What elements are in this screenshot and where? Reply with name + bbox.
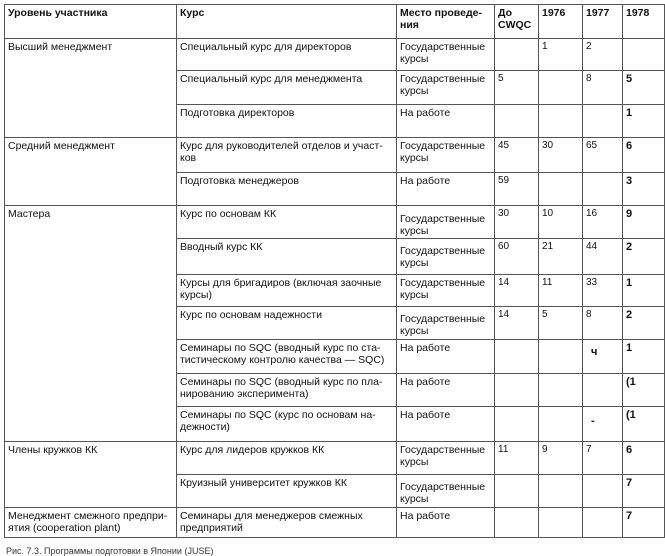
course-cell: Курс для руководителей отделов и участ- ков <box>177 138 397 173</box>
pre-cwqc-cell: 5 <box>495 71 539 105</box>
y1977-cell: 65 <box>583 138 623 173</box>
place-cell: Государственные курсы <box>397 206 495 239</box>
y1976-cell <box>539 105 583 138</box>
course-cell: Семинары по SQC (вводный курс по пла- нированию эксперимента) <box>177 374 397 407</box>
y1976-cell <box>539 475 583 508</box>
y1978-cell: 2 <box>623 307 665 340</box>
y1978-cell: 1 <box>623 275 665 307</box>
pre-cwqc-cell: 11 <box>495 442 539 475</box>
y1977-cell: 7 <box>583 442 623 475</box>
table-row <box>5 206 665 239</box>
y1976-cell: 11 <box>539 275 583 307</box>
header-level: Уровень участника <box>5 5 177 39</box>
pre-cwqc-cell <box>495 340 539 374</box>
y1978-cell <box>623 39 665 71</box>
course-cell: Курс для лидеров кружков КК <box>177 442 397 475</box>
y1978-cell: 1 <box>623 105 665 138</box>
y1976-cell <box>539 508 583 538</box>
y1977-cell <box>583 374 623 407</box>
place-cell: Государственные курсы <box>397 442 495 475</box>
level-cell: Высший менеджмент <box>5 39 177 138</box>
header-1978: 1978 <box>623 5 665 39</box>
y1978-cell: 3 <box>623 173 665 206</box>
header-row <box>5 5 665 39</box>
place-cell: Государственные курсы <box>397 275 495 307</box>
level-cell: Менеджмент смежного предпри- ятия (cooperation plant) <box>5 508 177 538</box>
table-caption: Рис. 7.3. Программы подготовки в Японии (JUSE) <box>6 546 214 556</box>
place-cell: На работе <box>397 340 495 374</box>
y1977-cell <box>583 508 623 538</box>
place-cell: На работе <box>397 105 495 138</box>
y1976-cell <box>539 340 583 374</box>
pre-cwqc-cell <box>495 39 539 71</box>
header-1977: 1977 <box>583 5 623 39</box>
y1976-cell: 21 <box>539 239 583 275</box>
level-cell: Члены кружков КК <box>5 442 177 508</box>
table-row <box>5 508 665 538</box>
y1977-cell <box>583 475 623 508</box>
pre-cwqc-cell: 14 <box>495 307 539 340</box>
y1977-cell: 44 <box>583 239 623 275</box>
header-place: Место проведе- ния <box>397 5 495 39</box>
y1977-cell: 8 <box>583 71 623 105</box>
y1977-cell: 16 <box>583 206 623 239</box>
table-row <box>5 442 665 475</box>
place-cell: Государственные курсы <box>397 239 495 275</box>
place-cell: Государственные курсы <box>397 39 495 71</box>
training-table <box>4 4 665 538</box>
y1978-cell: 2 <box>623 239 665 275</box>
pre-cwqc-cell <box>495 475 539 508</box>
pre-cwqc-cell: 45 <box>495 138 539 173</box>
y1977-cell: 8 <box>583 307 623 340</box>
y1976-cell <box>539 374 583 407</box>
y1976-cell: 10 <box>539 206 583 239</box>
place-cell: Государственные курсы <box>397 71 495 105</box>
y1976-cell: 1 <box>539 39 583 71</box>
course-cell: Курсы для бригадиров (включая заочные курсы) <box>177 275 397 307</box>
course-cell: Семинары по SQC (вводный курс по ста- тистическому контролю качества — SQC) <box>177 340 397 374</box>
y1976-cell: 30 <box>539 138 583 173</box>
course-cell: Подготовка директоров <box>177 105 397 138</box>
course-cell: Курс по основам надежности <box>177 307 397 340</box>
place-cell: На работе <box>397 508 495 538</box>
header-1976: 1976 <box>539 5 583 39</box>
course-cell: Семинары по SQC (курс по основам на- дежности) <box>177 407 397 442</box>
y1976-cell <box>539 407 583 442</box>
place-cell: На работе <box>397 374 495 407</box>
y1978-cell: 5 <box>623 71 665 105</box>
course-cell: Курс по основам КК <box>177 206 397 239</box>
y1978-cell: 7 <box>623 475 665 508</box>
table-row <box>5 138 665 173</box>
header-course: Курс <box>177 5 397 39</box>
y1976-cell: 5 <box>539 307 583 340</box>
pre-cwqc-cell <box>495 374 539 407</box>
pre-cwqc-cell <box>495 407 539 442</box>
place-cell: Государственные курсы <box>397 307 495 340</box>
y1976-cell <box>539 173 583 206</box>
pre-cwqc-cell: 59 <box>495 173 539 206</box>
place-cell: На работе <box>397 173 495 206</box>
y1977-cell: 2 <box>583 39 623 71</box>
course-cell: Специальный курс для менеджмента <box>177 71 397 105</box>
y1977-cell: ч <box>583 340 623 374</box>
y1978-cell: (1 <box>623 407 665 442</box>
header-pre-cwqc: До CWQC <box>495 5 539 39</box>
y1978-cell: (1 <box>623 374 665 407</box>
y1978-cell: 6 <box>623 442 665 475</box>
pre-cwqc-cell: 14 <box>495 275 539 307</box>
course-cell: Круизный университет кружков КК <box>177 475 397 508</box>
course-cell: Семинары для менеджеров смежных предприятий <box>177 508 397 538</box>
y1977-cell <box>583 173 623 206</box>
y1977-cell <box>583 105 623 138</box>
place-cell: Государственные курсы <box>397 138 495 173</box>
pre-cwqc-cell: 60 <box>495 239 539 275</box>
pre-cwqc-cell <box>495 105 539 138</box>
course-cell: Специальный курс для директоров <box>177 39 397 71</box>
y1978-cell: 9 <box>623 206 665 239</box>
place-cell: Государственные курсы <box>397 475 495 508</box>
level-cell: Мастера <box>5 206 177 442</box>
y1976-cell: 9 <box>539 442 583 475</box>
pre-cwqc-cell: 30 <box>495 206 539 239</box>
course-cell: Подготовка менеджеров <box>177 173 397 206</box>
y1976-cell <box>539 71 583 105</box>
table-row <box>5 39 665 71</box>
y1978-cell: 7 <box>623 508 665 538</box>
y1978-cell: 1 <box>623 340 665 374</box>
level-cell: Средний менеджмент <box>5 138 177 206</box>
pre-cwqc-cell <box>495 508 539 538</box>
y1977-cell: 33 <box>583 275 623 307</box>
y1978-cell: 6 <box>623 138 665 173</box>
course-cell: Вводный курс КК <box>177 239 397 275</box>
y1977-cell: - <box>583 407 623 442</box>
place-cell: На работе <box>397 407 495 442</box>
